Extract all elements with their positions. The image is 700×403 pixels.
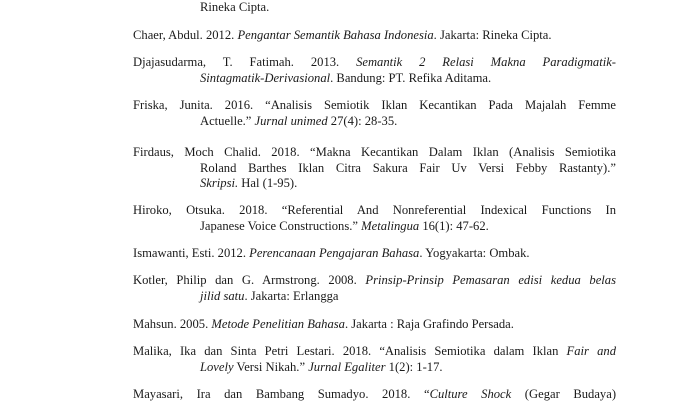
reference-line	[133, 114, 616, 130]
reference-entry	[133, 98, 616, 129]
italic-title: Prinsip-Prinsip Pemasaran edisi kedua belas	[365, 273, 616, 287]
reference-text: 1(2): 1-17.	[385, 359, 443, 374]
reference-text: (Gegar Budaya)	[511, 387, 617, 401]
reference-text: Firdaus, Moch Chalid. 2018. “Makna Kecantikan Dalam Iklan (Analisis Semiotika	[133, 145, 616, 159]
reference-text: Roland Barthes Iklan Citra Sakura Fair Uv Versi Febby Rastanty).”	[200, 160, 616, 175]
reference-text: . Bandung: PT. Refika Aditama.	[330, 70, 492, 85]
reference-line	[133, 161, 616, 177]
reference-text: 27(4): 28-35.	[327, 113, 398, 128]
reference-entry	[133, 273, 616, 304]
reference-line	[133, 387, 616, 403]
reference-line	[133, 289, 616, 305]
reference-line	[133, 71, 616, 87]
italic-title: Culture Shock	[429, 387, 512, 401]
reference-line	[133, 360, 616, 376]
italic-title: Metode Penelitian Bahasa	[211, 317, 345, 331]
reference-text: Friska, Junita. 2016. “Analisis Semiotik Iklan Kecantikan Pada Majalah Femme	[133, 98, 616, 112]
reference-text: 16(1): 47-62.	[419, 218, 489, 233]
reference-entry	[133, 203, 616, 234]
reference-text: Mayasari, Ira dan Bambang Sumadyo. 2018. “	[133, 387, 430, 401]
italic-title: jilid satu	[200, 288, 245, 303]
italic-title: Lovely	[200, 359, 234, 374]
reference-entry	[133, 55, 616, 86]
reference-line	[133, 0, 616, 16]
reference-line	[133, 273, 616, 289]
italic-title: Sintagmatik-Derivasional	[200, 70, 331, 85]
reference-line	[133, 219, 616, 235]
reference-text: . Jakarta: Rineka Cipta.	[433, 28, 552, 42]
reference-text: Actuelle.”	[200, 113, 255, 128]
reference-text: Versi Nikah.”	[233, 359, 309, 374]
italic-title: Perencanaan Pengajaran Bahasa	[249, 246, 420, 260]
reference-entry	[133, 0, 616, 16]
reference-entry	[133, 344, 616, 375]
reference-line	[133, 145, 616, 161]
italic-title: Skripsi.	[200, 176, 239, 191]
reference-text: Ismawanti, Esti. 2012.	[133, 246, 250, 260]
reference-text: . Yogyakarta: Ombak.	[419, 246, 530, 260]
reference-entry	[133, 28, 616, 44]
italic-title: Fair and	[566, 344, 616, 358]
reference-entry	[133, 246, 616, 262]
reference-entry	[133, 145, 616, 192]
reference-line	[133, 317, 616, 333]
reference-entry	[133, 387, 616, 403]
italic-title: Jurnal Egaliter	[308, 359, 386, 374]
italic-title: Metalingua	[361, 218, 420, 233]
reference-text: Chaer, Abdul. 2012.	[133, 28, 238, 42]
reference-line	[133, 246, 616, 262]
reference-text: . Jakarta : Raja Grafindo Persada.	[344, 317, 514, 331]
reference-line	[133, 203, 616, 219]
reference-text: Japanese Voice Constructions.”	[200, 218, 362, 233]
reference-text: Djajasudarma, T. Fatimah. 2013.	[133, 55, 357, 69]
reference-text: Kotler, Philip dan G. Armstrong. 2008.	[133, 273, 366, 287]
reference-entry	[133, 317, 616, 333]
italic-title: Semantik 2 Relasi Makna Paradigmatik-	[356, 55, 616, 69]
reference-line	[133, 28, 616, 44]
reference-text: Hiroko, Otsuka. 2018. “Referential And Nonreferential Indexical Functions In	[133, 203, 616, 217]
reference-text: . Jakarta: Erlangga	[244, 288, 339, 303]
reference-text: Rineka Cipta.	[200, 0, 270, 14]
reference-line	[133, 98, 616, 114]
reference-line	[133, 55, 616, 71]
reference-line	[133, 176, 616, 192]
italic-title: Pengantar Semantik Bahasa Indonesia	[237, 28, 434, 42]
reference-text: Mahsun. 2005.	[133, 317, 212, 331]
reference-line	[133, 344, 616, 360]
reference-text: Malika, Ika dan Sinta Petri Lestari. 2018. “Analisis Semiotika dalam Iklan	[133, 344, 567, 358]
italic-title: Jurnal unimed	[254, 113, 328, 128]
reference-text: Hal (1-95).	[238, 176, 298, 191]
